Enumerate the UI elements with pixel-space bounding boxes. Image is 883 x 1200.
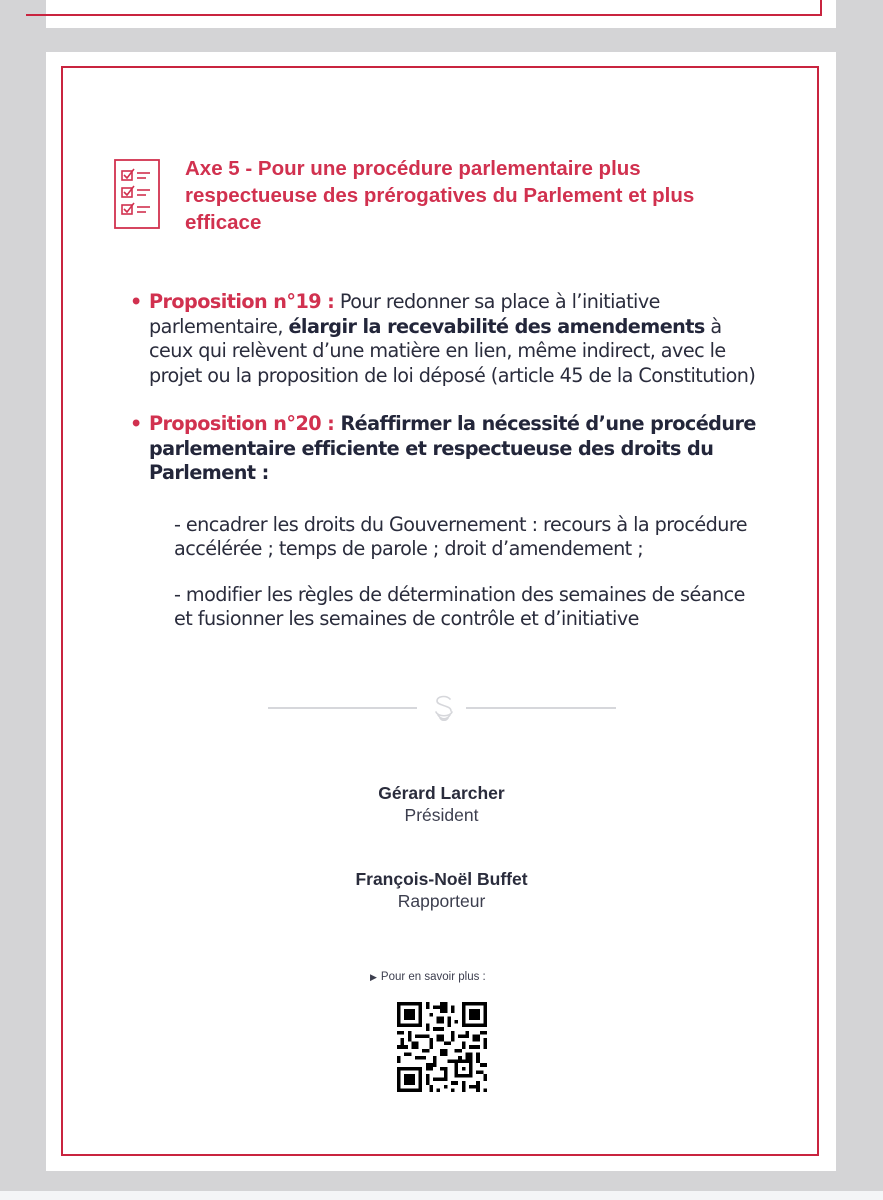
bottom-bar xyxy=(0,1191,883,1200)
signatory xyxy=(0,868,883,912)
proposition-label: Proposition n°20 : xyxy=(149,412,335,435)
proposition-emphasis: Réaffirmer la nécessité d’une procédure parlementaire efficiente et respectueuse des droits du Parlement : xyxy=(149,412,756,484)
axe-title: Axe 5 - Pour une procédure parlementaire plus respectueuse des prérogatives du Parlement et plus efficace xyxy=(185,157,695,234)
subitem: - encadrer les droits du Gouvernement : recours à la procédure accélérée ; temps de parole ; droit d’amendement ; xyxy=(174,512,748,560)
proposition-emphasis: élargir la recevabilité des amendements xyxy=(288,314,705,338)
proposition-label: Proposition n°19 : xyxy=(149,290,335,313)
more-info xyxy=(370,971,486,983)
divider-line xyxy=(268,707,417,709)
proposition-19 xyxy=(130,290,760,388)
bullet-icon: • xyxy=(130,290,142,313)
proposition-text-end: à ceux qui relèvent d’une matière en lien, même indirect, avec le projet ou la proposition de loi déposé (article 45 de la Constitution) xyxy=(149,314,756,387)
more-info-label: Pour en savoir plus : xyxy=(380,971,486,983)
checklist-icon xyxy=(114,159,160,229)
signatory xyxy=(0,782,883,826)
signatory-role: Président xyxy=(404,805,479,825)
divider-line xyxy=(466,707,616,709)
senat-logo-icon xyxy=(429,693,459,723)
play-triangle-icon: ▶ xyxy=(370,972,377,982)
bullet-icon: • xyxy=(130,412,142,435)
subitem: - modifier les règles de détermination des semaines de séance et fusionner les semaines de contrôle et d’initiative xyxy=(174,582,745,630)
previous-page xyxy=(46,0,836,28)
propositions-list xyxy=(130,290,760,653)
signatory-name: Gérard Larcher xyxy=(378,783,505,803)
proposition-text: Pour redonner sa place à l’initiative parlementaire, xyxy=(149,290,660,338)
signatory-name: François-Noël Buffet xyxy=(355,869,528,889)
section-divider xyxy=(266,693,618,723)
qr-code[interactable] xyxy=(397,1002,487,1092)
signatory-role: Rapporteur xyxy=(397,891,486,911)
proposition-subitems xyxy=(174,513,760,632)
proposition-20 xyxy=(130,412,760,632)
previous-page-frame xyxy=(26,0,822,16)
